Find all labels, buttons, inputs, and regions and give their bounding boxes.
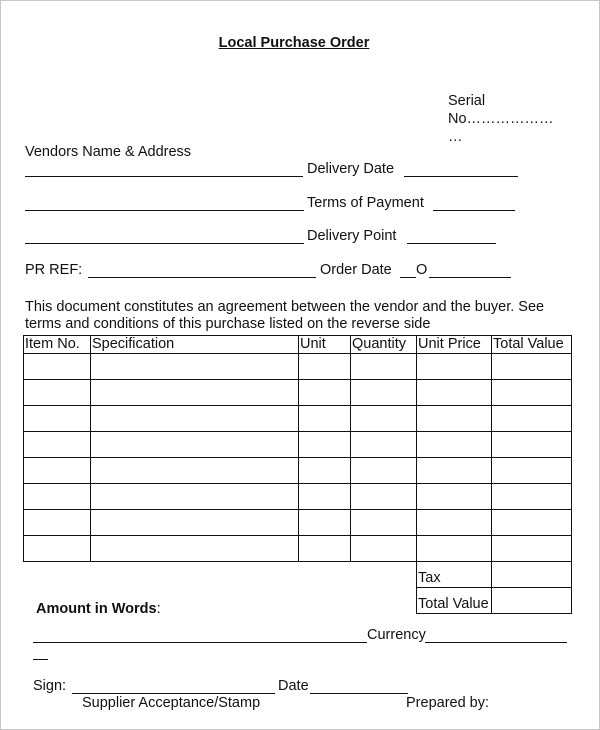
cell-quantity[interactable] — [351, 536, 417, 562]
cell-unit-price[interactable] — [417, 354, 492, 380]
cell-specification[interactable] — [91, 406, 299, 432]
cell-item-no[interactable] — [24, 354, 91, 380]
currency-field[interactable] — [425, 642, 567, 643]
table-row — [24, 432, 572, 458]
cell-total-value[interactable] — [492, 354, 572, 380]
vendor-line-3-field[interactable] — [25, 243, 304, 244]
table-row — [24, 354, 572, 380]
header-quantity: Quantity — [351, 336, 417, 354]
cell-quantity[interactable] — [351, 432, 417, 458]
cell-unit-price[interactable] — [417, 380, 492, 406]
cell-unit[interactable] — [299, 380, 351, 406]
delivery-point-field[interactable] — [407, 243, 496, 244]
table-header-row — [24, 336, 572, 354]
cell-total-value[interactable] — [492, 536, 572, 562]
amount-in-words-field[interactable] — [33, 642, 367, 643]
cell-total-value[interactable] — [492, 484, 572, 510]
currency-label: Currency — [367, 627, 426, 643]
header-unit-price: Unit Price — [417, 336, 492, 354]
order-date-field[interactable] — [429, 277, 511, 278]
pr-ref-field[interactable] — [88, 277, 316, 278]
prepared-by-label: Prepared by: — [406, 695, 490, 711]
cell-quantity[interactable] — [351, 458, 417, 484]
table-row — [24, 458, 572, 484]
total-value-field[interactable] — [492, 588, 572, 614]
serial-label: Serial — [448, 93, 486, 109]
table-row — [24, 406, 572, 432]
cell-item-no[interactable] — [24, 536, 91, 562]
cell-total-value[interactable] — [492, 432, 572, 458]
cell-quantity[interactable] — [351, 406, 417, 432]
tax-row — [24, 562, 572, 588]
header-item-no: Item No. — [24, 336, 91, 354]
cell-total-value[interactable] — [492, 458, 572, 484]
amount-in-words-label — [36, 601, 161, 618]
order-date-value: O — [416, 262, 428, 278]
cell-total-value[interactable] — [492, 380, 572, 406]
table-row — [24, 380, 572, 406]
sign-label: Sign: — [33, 678, 67, 694]
delivery-point-label: Delivery Point — [307, 228, 397, 244]
cell-specification[interactable] — [91, 536, 299, 562]
header-total-value: Total Value — [492, 336, 572, 354]
cell-total-value[interactable] — [492, 406, 572, 432]
cell-specification[interactable] — [91, 354, 299, 380]
cell-specification[interactable] — [91, 432, 299, 458]
vendor-line-1-field[interactable] — [25, 176, 303, 177]
cell-unit[interactable] — [299, 484, 351, 510]
sign-date-label: Date — [278, 678, 309, 694]
cell-unit[interactable] — [299, 354, 351, 380]
cell-unit[interactable] — [299, 510, 351, 536]
cell-unit[interactable] — [299, 536, 351, 562]
terms-of-payment-label: Terms of Payment — [307, 195, 424, 211]
cell-item-no[interactable] — [24, 432, 91, 458]
cell-unit-price[interactable] — [417, 510, 492, 536]
document-title: Local Purchase Order — [218, 35, 370, 51]
cell-unit[interactable] — [299, 406, 351, 432]
cell-specification[interactable] — [91, 380, 299, 406]
cell-specification[interactable] — [91, 458, 299, 484]
signature-field[interactable] — [72, 693, 275, 694]
pr-ref-label: PR REF: — [25, 262, 83, 278]
agreement-text-line-1: This document constitutes an agreement between the vendor and the buyer. See — [25, 299, 545, 315]
cell-quantity[interactable] — [351, 510, 417, 536]
delivery-date-label: Delivery Date — [307, 161, 395, 177]
cell-unit[interactable] — [299, 458, 351, 484]
agreement-text-line-2: terms and conditions of this purchase listed on the reverse side — [25, 316, 431, 332]
cell-specification[interactable] — [91, 484, 299, 510]
vendor-line-2-field[interactable] — [25, 210, 304, 211]
cell-item-no[interactable] — [24, 458, 91, 484]
sign-date-field[interactable] — [310, 693, 408, 694]
cell-unit-price[interactable] — [417, 484, 492, 510]
cell-quantity[interactable] — [351, 354, 417, 380]
cell-unit[interactable] — [299, 432, 351, 458]
tax-value-field[interactable] — [492, 562, 572, 588]
cell-item-no[interactable] — [24, 406, 91, 432]
amount-in-words-continuation[interactable] — [33, 659, 48, 660]
cell-quantity[interactable] — [351, 380, 417, 406]
tax-label: Tax — [417, 562, 492, 588]
cell-unit-price[interactable] — [417, 432, 492, 458]
cell-unit-price[interactable] — [417, 458, 492, 484]
delivery-date-field[interactable] — [404, 176, 518, 177]
cell-item-no[interactable] — [24, 484, 91, 510]
total-value-label: Total Value — [417, 588, 492, 614]
table-row — [24, 510, 572, 536]
serial-number-continuation: … — [448, 129, 463, 145]
serial-number-field[interactable]: No……………… — [448, 111, 554, 127]
items-table — [23, 335, 572, 614]
cell-specification[interactable] — [91, 510, 299, 536]
amount-in-words-label-text: Amount in Words — [36, 601, 157, 617]
cell-unit-price[interactable] — [417, 536, 492, 562]
order-date-label: Order Date — [320, 262, 392, 278]
header-specification: Specification — [91, 336, 299, 354]
order-date-field-prefix[interactable] — [400, 277, 416, 278]
cell-item-no[interactable] — [24, 510, 91, 536]
cell-item-no[interactable] — [24, 380, 91, 406]
header-unit: Unit — [299, 336, 351, 354]
cell-total-value[interactable] — [492, 510, 572, 536]
supplier-acceptance-caption: Supplier Acceptance/Stamp — [82, 695, 261, 711]
vendor-name-address-label: Vendors Name & Address — [25, 144, 192, 160]
table-row — [24, 484, 572, 510]
table-row — [24, 536, 572, 562]
terms-of-payment-field[interactable] — [433, 210, 515, 211]
cell-unit-price[interactable] — [417, 406, 492, 432]
amount-in-words-colon: : — [156, 601, 161, 617]
cell-quantity[interactable] — [351, 484, 417, 510]
